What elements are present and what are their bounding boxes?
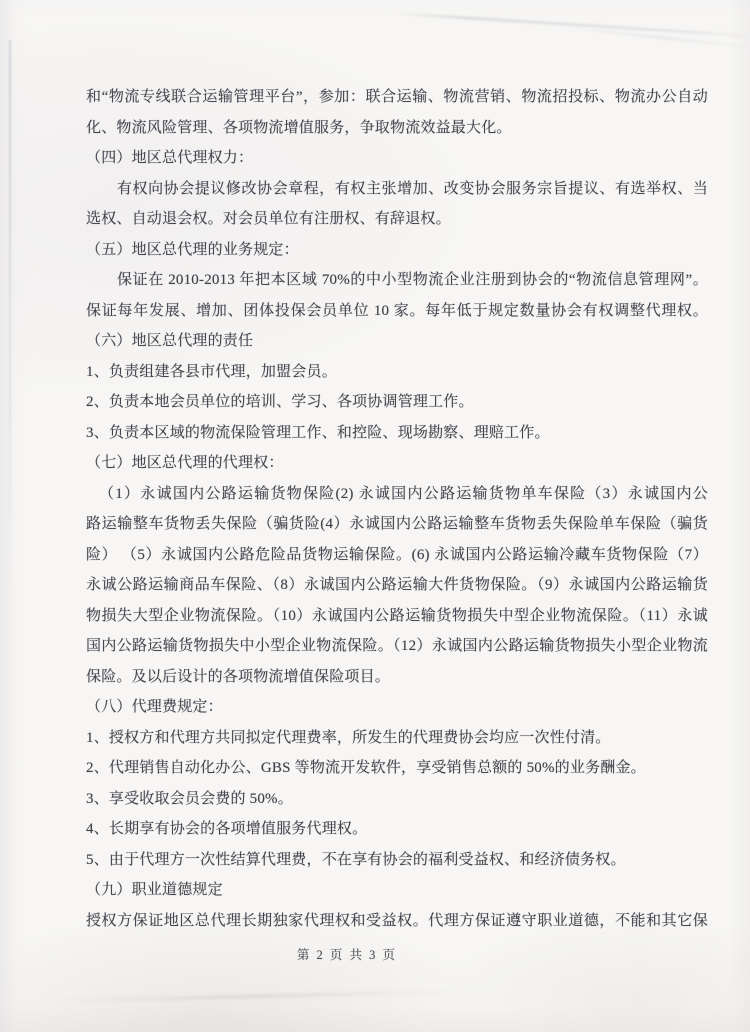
text-line: （九）职业道德规定 (86, 882, 223, 898)
text-line: 有权向协会提议修改协会章程，有权主张增加、改变协会服务宗旨提议、有选举权、当 (117, 180, 708, 197)
text-line: 1、负责组建各县市代理，加盟会员。 (86, 363, 337, 380)
text-line: 化、物流风险管理、各项物流增值服务，争取物流效益最大化。 (86, 119, 512, 136)
text-line: 国内公路运输货物损失中小型企业物流保险。（12）永诚国内公路运输货物损失小型企业物流 (86, 638, 708, 654)
text-line: 1、授权方和代理方共同拟定代理费率，所发生的代理费协会均应一次性付清。 (86, 729, 611, 746)
text-line: 5、由于代理方一次性结算代理费，不在享有协会的福利受益权、和经济债务权。 (86, 851, 626, 868)
text-line: （四）地区总代理权力： (86, 150, 254, 166)
page-number-footer: 第 2 页 共 3 页 (296, 948, 398, 962)
text-line: 选权、自动退会权。对会员单位有注册权、有辞退权。 (86, 211, 451, 227)
text-line: 授权方保证地区总代理长期独家代理权和受益权。代理方保证遵守职业道德，不能和其它保 (86, 912, 708, 929)
text-line: 永诚公路运输商品车保险、（8）永诚国内公路运输大件货物保险。（9）永诚国内公路运输货 (86, 577, 708, 593)
text-line: 保证每年发展、增加、团体投保会员单位 10 家。每年低于规定数量协会有权调整代理权。 (86, 302, 708, 319)
text-line: 2、代理销售自动化办公、GBS 等物流开发软件，享受销售总额的 50%的业务酬金。 (86, 760, 646, 776)
text-line: 2、负责本地会员单位的培训、学习、各项协调管理工作。 (86, 394, 474, 410)
text-line: 路运输整车货物丢失保险（骗货险(4）永诚国内公路运输整车货物丢失保险单车保险（骗货 (86, 516, 708, 532)
text-line: 4、长期享有协会的各项增值服务代理权。 (86, 821, 368, 837)
text-line: （六）地区总代理的责任 (86, 333, 254, 349)
document-body-text (86, 82, 708, 936)
text-line: 保证在 2010-2013 年把本区域 70%的中小型物流企业注册到协会的“物流信息管理网”。 (117, 272, 708, 288)
text-line: （八）代理费规定： (86, 699, 223, 715)
text-line: （五）地区总代理的业务规定： (86, 241, 299, 258)
scan-wrinkle (40, 990, 460, 1003)
text-line: 3、享受收取会员会费的 50%。 (86, 790, 293, 807)
text-line: （1）永诚国内公路运输货物保险(2) 永诚国内公路运输货物单车保险（3）永诚国内公 (99, 485, 708, 502)
text-line: 险） （5）永诚国内公路危险品货物运输保险。(6) 永诚国内公路运输冷藏车货物保险（7） (86, 546, 708, 563)
page-edge-shadow (9, 40, 11, 600)
text-line: 和“物流专线联合运输管理平台”，参加：联合运输、物流营销、物流招投标、物流办公自动 (86, 89, 708, 105)
text-line: 保险。及以后设计的各项物流增值保险项目。 (86, 668, 391, 685)
text-line: 物损失大型企业物流保险。（10）永诚国内公路运输货物损失中型企业物流保险。（11）永诚 (86, 607, 708, 624)
text-line: 3、负责本区域的物流保险管理工作、和控险、现场勘察、理赔工作。 (86, 424, 550, 441)
scan-crease (388, 12, 750, 37)
text-line: （七）地区总代理的代理权： (86, 455, 284, 471)
